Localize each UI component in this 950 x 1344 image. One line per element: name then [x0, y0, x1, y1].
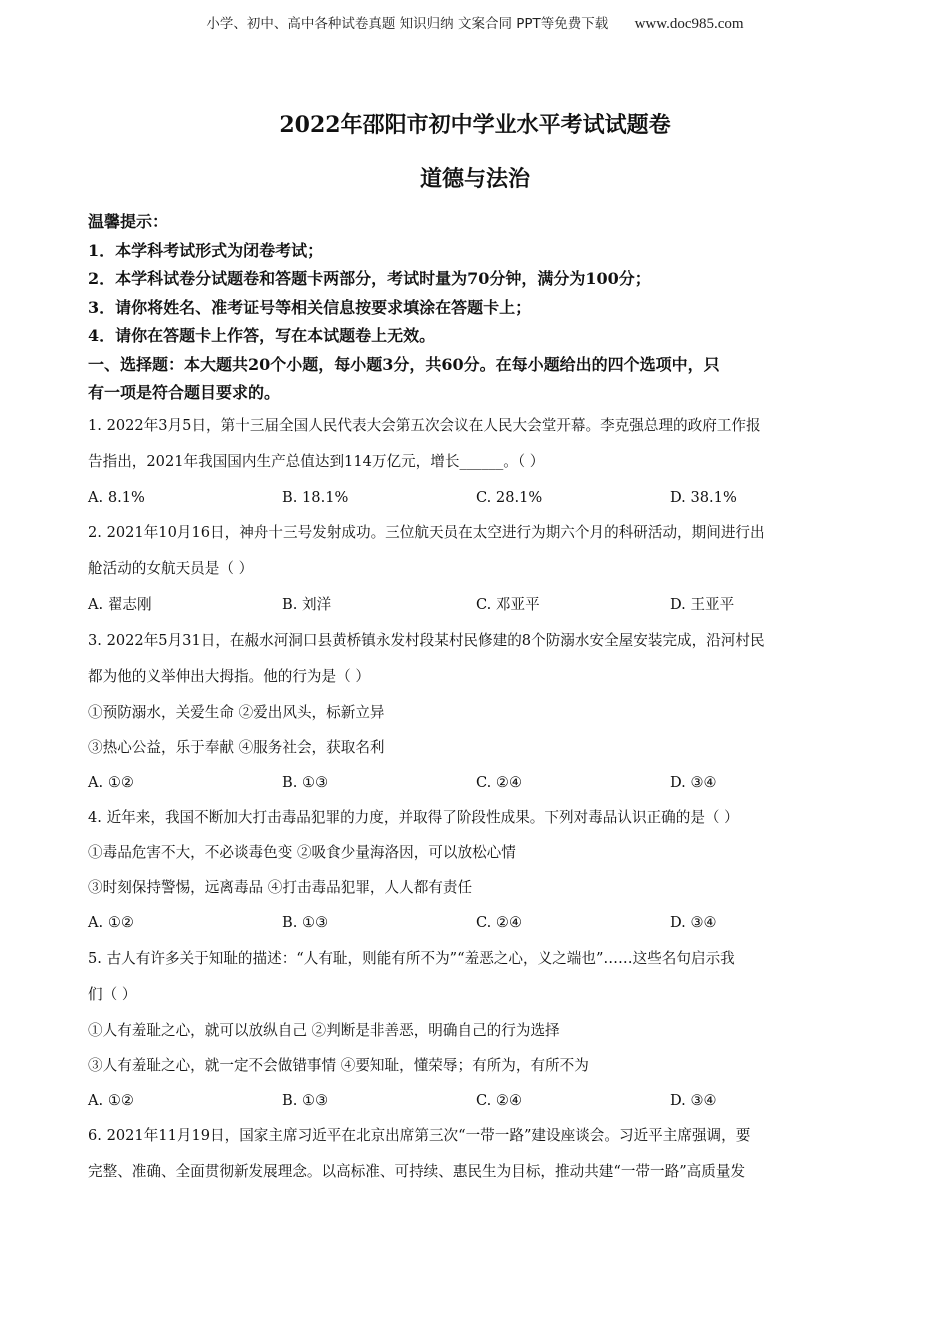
- question-3-options: [88, 765, 868, 801]
- question-5-stem: 们（ ）: [88, 985, 137, 1003]
- option-c: C. ②④: [476, 914, 523, 931]
- question-4-options: [88, 905, 868, 941]
- tip-item: 4．请你在答题卡上作答，写在本试题卷上无效。: [88, 326, 436, 345]
- question-3-statement: ③热心公益，乐于奉献 ④服务社会，获取名利: [88, 738, 385, 756]
- question-1-stem: 告指出，2021年我国国内生产总值达到114万亿元，增长______。（ ）: [88, 452, 545, 470]
- tip-item: 2．本学科试卷分试题卷和答题卡两部分，考试时量为70分钟，满分为100分；: [88, 269, 651, 288]
- tip-item: 3．请你将姓名、准考证号等相关信息按要求填涂在答题卡上；: [88, 297, 532, 317]
- question-2-stem: 2. 2021年10月16日，神舟十三号发射成功。三位航天员在太空进行为期六个月的科研活动，期间进行出: [88, 524, 765, 541]
- question-1-options: [88, 480, 868, 516]
- option-c: C. ②④: [476, 773, 523, 791]
- question-3-statement: ①预防溺水，关爱生命 ②爱出风头，标新立异: [88, 703, 385, 721]
- option-b: B. ①③: [282, 914, 329, 931]
- question-4-stem: 4. 近年来，我国不断加大打击毒品犯罪的力度，并取得了阶段性成果。下列对毒品认识正确的是（ ）: [88, 809, 739, 826]
- option-c: C. 28.1%: [476, 488, 543, 506]
- question-3-stem: 3. 2022年5月31日，在赧水河洞口县黄桥镇永发村段某村民修建的8个防溺水安全屋安装完成，沿河村民: [88, 631, 765, 649]
- option-b: B. 18.1%: [282, 488, 349, 506]
- tips-heading: 温馨提示：: [88, 212, 169, 231]
- option-d: D. ③④: [670, 1091, 717, 1109]
- section-heading: 有一项是符合题目要求的。: [88, 383, 281, 402]
- question-5-options: [88, 1083, 868, 1119]
- question-3-stem: 都为他的义举伸出大拇指。他的行为是（ ）: [88, 667, 370, 685]
- question-4-statement: ①毒品危害不大，不必谈毒色变 ②吸食少量海洛因，可以放松心情: [88, 844, 516, 861]
- option-c: C. ②④: [476, 1091, 523, 1109]
- option-a: A. ①②: [88, 773, 134, 791]
- option-a: A. 8.1%: [88, 488, 145, 506]
- header-url[interactable]: www.doc985.com: [634, 16, 744, 32]
- section-heading: 一、选择题：本大题共20个小题，每小题3分，共60分。在每小题给出的四个选项中，只: [88, 354, 720, 374]
- option-c: C. 邓亚平: [476, 596, 540, 613]
- option-a: A. 翟志刚: [88, 596, 152, 613]
- question-5-statement: ③人有羞耻之心，就一定不会做错事情 ④要知耻，懂荣辱；有所为，有所不为: [88, 1056, 589, 1074]
- option-b: B. 刘洋: [282, 596, 332, 613]
- question-4-statement: ③时刻保持警惕，远离毒品 ④打击毒品犯罪，人人都有责任: [88, 879, 473, 896]
- option-d: D. 38.1%: [670, 488, 737, 506]
- question-1-stem: 1. 2022年3月5日，第十三届全国人民代表大会第五次会议在人民大会堂开幕。李克强总理的政府工作报: [88, 416, 761, 434]
- option-b: B. ①③: [282, 773, 329, 791]
- question-5-stem: 5. 古人有许多关于知耻的描述：“人有耻，则能有所不为”“羞恶之心，义之端也”……这些名句启示我: [88, 949, 735, 967]
- question-2-options: [88, 587, 868, 623]
- option-d: D. ③④: [670, 914, 717, 931]
- page-header: [0, 12, 950, 33]
- option-a: A. ①②: [88, 914, 134, 931]
- option-b: B. ①③: [282, 1091, 329, 1109]
- option-d: D. 王亚平: [670, 596, 735, 613]
- header-banner: 小学、初中、高中各种试卷真题 知识归纳 文案合同 PPT等免费下载: [206, 16, 609, 32]
- option-d: D. ③④: [670, 773, 717, 791]
- exam-content: [88, 208, 868, 1190]
- question-6-stem: 6. 2021年11月19日，国家主席习近平在北京出席第三次“一带一路”建设座谈会。习近平主席强调，要: [88, 1127, 751, 1144]
- exam-subject: 道德与法治: [419, 166, 530, 192]
- question-6-stem: 完整、准确、全面贯彻新发展理念。以高标准、可持续、惠民生为目标，推动共建“一带一路”高质量发: [88, 1163, 746, 1180]
- question-5-statement: ①人有羞耻之心，就可以放纵自己 ②判断是非善恶，明确自己的行为选择: [88, 1021, 560, 1039]
- tip-item: 1．本学科考试形式为闭卷考试；: [88, 240, 324, 260]
- option-a: A. ①②: [88, 1091, 134, 1109]
- exam-title: 2022年邵阳市初中学业水平考试试题卷: [279, 112, 671, 138]
- question-2-stem: 舱活动的女航天员是（ ）: [88, 560, 254, 577]
